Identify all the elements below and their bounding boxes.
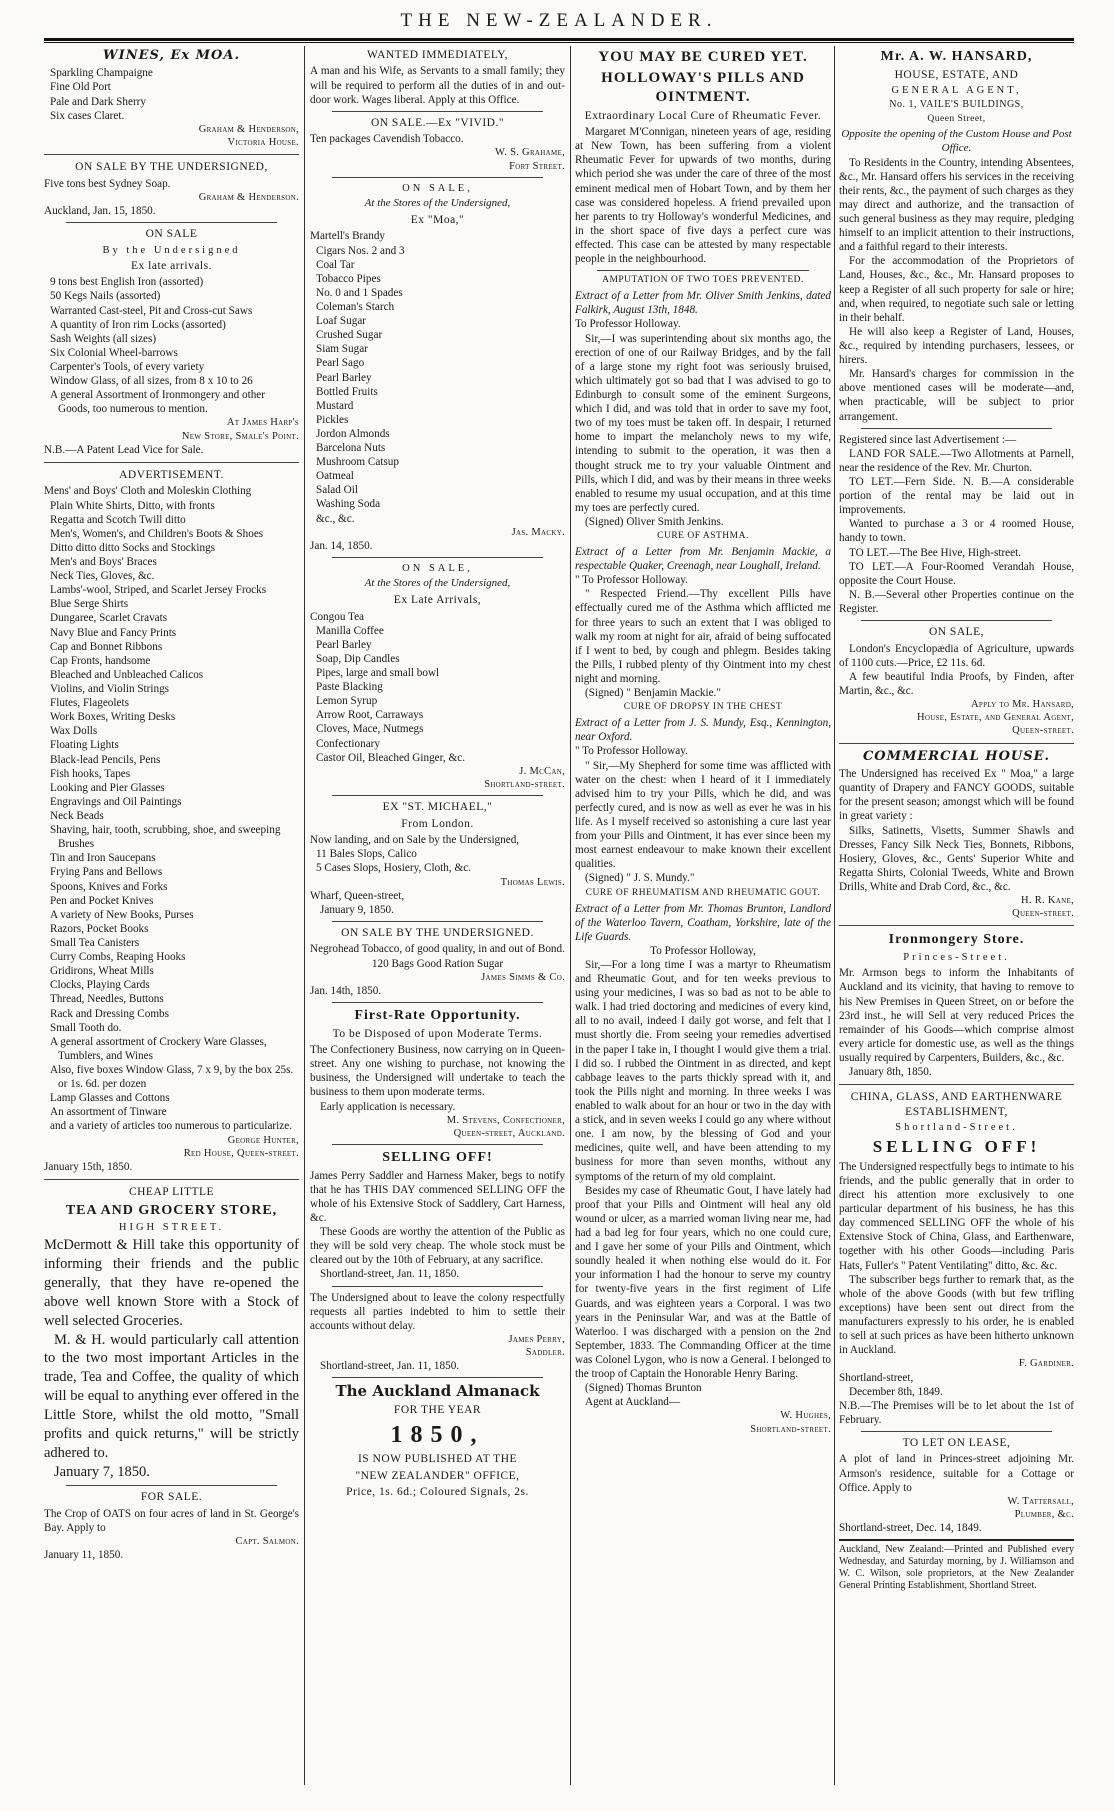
list-item: Cap and Bonnet Ribbons <box>50 640 163 653</box>
column-1 <box>44 46 299 1785</box>
list-item: Pearl Sago <box>316 357 365 370</box>
masthead: THE NEW-ZEALANDER. <box>400 10 718 31</box>
ad-text: These Goods are worthy the attention of the Public as they will be sold very cheap. The whole stock must be cleared out by the 10th of February, at any sacrifice. <box>310 1226 565 1267</box>
signature: H. R. Kane, <box>1021 895 1074 907</box>
signature: Queen-street, Auckland. <box>453 1127 565 1139</box>
list-item: Oatmeal <box>316 470 354 483</box>
divider <box>839 925 1074 926</box>
ad-date: Shortland-street, Dec. 14, 1849. <box>839 1522 982 1535</box>
article-paragraph: Besides my case of Rheumatic Gout, I have lately had proof that your Pills and Ointment will heal any old wound or ulcer, as a married woman living near me, had had a bad leg for four years, which no one could cure, and I gave her some of your Pills and Ointment, which soundly healed it when nothing else would do it. For your information I had the honour to serve my country for twenty-five years in the first regiment of Life Guards, and was eighteen years a Corporal. I was two years in the Peninsular War, and was at the Battle of Waterloo. I was discharged with a pension on the 2nd September, 1833. The Commanding Officer at the time was Colonel Lygon, who is now a General. I belonged to the troop of Captain the Honorable Henry Baring. <box>575 1184 831 1381</box>
ad-subheading: At the Stores of the Undersigned, <box>364 577 511 590</box>
list-item: Coal Tar <box>316 258 355 271</box>
ad-heading: ON SALE BY THE UNDERSIGNED, <box>75 161 268 174</box>
signature: (Signed) " Benjamin Mackie." <box>585 687 721 700</box>
divider <box>66 222 277 223</box>
almanack-ad <box>310 1382 565 1499</box>
list-item: Fine Old Port <box>50 81 111 94</box>
list-item: Fish hooks, Tapes <box>50 767 131 780</box>
ad-heading: ON SALE.—Ex "VIVID." <box>370 116 505 129</box>
signature: Shortland-street. <box>750 1423 831 1435</box>
ad-place: Wharf, Queen-street, <box>310 889 405 902</box>
list-item: Window Glass, of all sizes, from 8 x 10 to 26 <box>50 375 253 388</box>
signature: Thomas Lewis. <box>500 876 565 888</box>
almanack-year: 1850, <box>390 1421 485 1448</box>
list-item: Six Colonial Wheel-barrows <box>50 346 178 359</box>
list-item: A general assortment of Crockery Ware Glasses, Tumblers, and Wines <box>50 1035 267 1062</box>
commercial-house-ad <box>839 749 1074 921</box>
ad-heading: CHINA, GLASS, AND EARTHENWARE ESTABLISHMENT, <box>850 1091 1063 1118</box>
encyclopaedia-ad <box>839 625 1074 738</box>
article-title: YOU MAY BE CURED YET. <box>598 49 808 65</box>
signature: House, Estate, and General Agent, <box>916 712 1074 724</box>
congou-ad <box>310 562 565 791</box>
ad-heading: WANTED IMMEDIATELY, <box>366 49 508 61</box>
list-item: Men's and Boys' Braces <box>50 556 157 569</box>
ad-date: January 8th, 1850. <box>849 1066 932 1079</box>
column-4 <box>839 46 1074 1785</box>
ad-date: Shortland-street, Jan. 11, 1850. <box>320 1268 460 1281</box>
ad-subheading: Opposite the opening of the Custom House and Post Office. <box>841 127 1072 154</box>
signature: Plumber, &c. <box>1014 1509 1074 1521</box>
list-item: Also, five boxes Window Glass, 7 x 9, by the box 25s. or 1s. 6d. per dozen <box>50 1063 294 1091</box>
list-item: Warranted Cast-steel, Pit and Cross-cut Saws <box>50 304 253 317</box>
list-item: Work Boxes, Writing Desks <box>50 711 176 724</box>
item-list <box>316 847 565 875</box>
ad-text: 120 Bags Good Ration Sugar <box>371 957 504 970</box>
item-list <box>50 66 299 122</box>
list-item: Carpenter's Tools, of every variety <box>50 361 205 374</box>
signature: F. Gardiner. <box>1018 1358 1074 1370</box>
ad-subheading: By the Undersigned <box>102 244 241 256</box>
ad-heading: FOR SALE. <box>140 1491 203 1504</box>
addressee: To Professor Holloway, <box>650 944 756 957</box>
ad-place: Shortland-street, <box>839 1371 914 1384</box>
extract-line: Extract of a Letter from J. S. Mundy, Esq., Kennington, near Oxford. <box>575 717 831 744</box>
column-rule <box>570 46 571 1785</box>
ad-text: The Undersigned respectfully begs to intimate to his friends, and the public generally that in order to direct his attention more exclusively to one particular department of his business, he has this day commenced SELLING OFF the whole of his Extensive Stock of China, Glass, and Earthenware, together with his other Goods—including Paris Hats, Fuller's " Patent Ventilating" ditto, &c. &c. <box>839 1160 1074 1272</box>
list-item: A general Assortment of Ironmongery and other Goods, too numerous to mention. <box>50 389 265 416</box>
ad-subheading: HOUSE, ESTATE, AND <box>894 68 1019 81</box>
ad-title: COMMERCIAL HOUSE. <box>862 748 1051 764</box>
list-item: Neck Beads <box>50 810 104 822</box>
ad-title: TEA AND GROCERY STORE, <box>65 1202 278 1218</box>
signature: W. S. Grahame, <box>494 147 565 159</box>
ad-heading: TO LET ON LEASE, <box>902 1436 1011 1449</box>
extract-line: Extract of a Letter from Mr. Benjamin Mackie, a respectable Quaker, Creenagh, near Loughall, Ireland. <box>575 546 831 573</box>
list-item: Lemon Syrup <box>316 695 378 708</box>
list-item: Regatta and Scotch Twill ditto <box>50 513 186 526</box>
list-item: Curry Combs, Reaping Hooks <box>50 951 186 964</box>
signature: Saddler. <box>525 1347 565 1359</box>
soap-ad <box>44 160 299 218</box>
list-item: Lambs'-wool, Striped, and Scarlet Jersey Frocks <box>50 584 267 597</box>
list-item: Cigars Nos. 2 and 3 <box>316 244 405 257</box>
divider <box>44 1179 299 1180</box>
signature: W. Tattersall, <box>1007 1495 1074 1507</box>
ad-subheading: Princes-Street. <box>903 952 1010 964</box>
ad-subheading: To be Disposed of upon Moderate Terms. <box>332 1027 543 1040</box>
divider <box>332 111 543 112</box>
oats-ad <box>44 1490 299 1562</box>
list-item: and a variety of articles too numerous to particularize. <box>50 1120 292 1133</box>
ad-heading: Registered since last Advertisement :— <box>839 433 1017 446</box>
ad-title: Ironmongery Store. <box>888 932 1025 948</box>
iron-ad <box>44 227 299 457</box>
list-item: Coleman's Starch <box>316 300 395 313</box>
section-heading: CURE OF RHEUMATISM AND RHEUMATIC GOUT. <box>585 887 821 898</box>
ad-subheading: Ex Late Arrivals, <box>393 594 482 607</box>
ad-heading: CHEAP LITTLE <box>128 1186 215 1199</box>
list-item: Barcelona Nuts <box>316 442 386 455</box>
section-heading: AMPUTATION OF TWO TOES PREVENTED. <box>602 275 804 286</box>
list-item: Rack and Dressing Combs <box>50 1007 170 1020</box>
ad-text: Ten packages Cavendish Tobacco. <box>310 133 464 146</box>
registered-ad <box>839 433 1074 616</box>
ad-text: McDermott & Hill take this opportunity of informing their friends and the public generally, that they have re-opened the above well known Store with a Stock of well selected Groceries. <box>44 1237 299 1329</box>
ad-note: N.B.—A Patent Lead Vice for Sale. <box>44 443 204 456</box>
item-list <box>50 499 299 1134</box>
list-item: Soap, Dip Candles <box>316 652 400 665</box>
divider <box>66 1485 277 1486</box>
signature: Shortland-street. <box>484 779 565 791</box>
article-paragraph: " Respected Friend.—Thy excellent Pills have effectually cured me of the Asthma which afflicted me for three years to such an extent that I was obliged to walk my room at night for air, afraid of being suffocated if I went to bed, by cough and phlegm. Besides taking the Pills, I rubbed plenty of thy Ointment into my chest night and morning. <box>575 588 831 686</box>
st-michael-ad <box>310 800 565 917</box>
column-rule <box>304 46 305 1785</box>
lease-ad <box>839 1436 1074 1535</box>
addressee: " To Professor Holloway. <box>575 574 688 587</box>
item-list <box>316 244 565 526</box>
list-item: Pickles <box>316 413 349 426</box>
list-item: Bottled Fruits <box>316 385 378 398</box>
ad-heading: ON SALE, <box>928 626 985 639</box>
divider <box>332 1286 543 1287</box>
signature: (Signed) " J. S. Mundy." <box>585 872 695 885</box>
extract-line: Extract of a Letter from Mr. Oliver Smith Jenkins, dated Falkirk, August 13th, 1848. <box>575 290 831 317</box>
signature: W. Hughes, <box>780 1410 831 1422</box>
ad-note: N.B.—The Premises will be to let about the 1st of February. <box>839 1399 1074 1426</box>
ad-text: M. & H. would particularly call attention to the two most important Articles in the trade, Tea and Coffee, the quality of which will be equal to anything ever offered in the Little Store, whilst the old motto, "Small profits and quick returns," will be strictly adhered to. <box>44 1331 299 1461</box>
list-item: Navy Blue and Fancy Prints <box>50 626 177 639</box>
list-item: Razors, Pocket Books <box>50 922 149 935</box>
list-item: Engravings and Oil Paintings <box>50 795 182 808</box>
ad-heading: ON SALE <box>145 228 198 241</box>
ad-subheading: At the Stores of the Undersigned, <box>364 197 511 210</box>
list-item: Floating Lights <box>50 739 119 752</box>
leave-colony-ad <box>310 1291 565 1374</box>
item-list <box>50 275 299 416</box>
list-item: Jordon Almonds <box>316 427 390 440</box>
list-item: 11 Bales Slops, Calico <box>316 848 417 861</box>
list-item: Pearl Barley <box>316 638 372 651</box>
list-item: Wanted to purchase a 3 or 4 roomed House, handy to town. <box>839 518 1074 545</box>
column-2 <box>310 46 565 1785</box>
list-item: Sparkling Champaigne <box>50 67 153 80</box>
china-glass-ad <box>839 1090 1074 1427</box>
list-item: Dungaree, Scarlet Cravats <box>50 612 168 625</box>
list-item: Tin and Iron Saucepans <box>50 852 156 865</box>
divider <box>332 921 543 922</box>
list-item: 5 Cases Slops, Hosiery, Cloth, &c. <box>316 862 471 875</box>
ad-subheading: IS NOW PUBLISHED AT THE <box>357 1453 518 1466</box>
ad-text: Silks, Satinetts, Visetts, Summer Shawls and Dresses, Fancy Silk Neck Ties, Bonnets, Ribbons, Hosiery, Gloves, &c., Gents' Superior White and Regatta Shirts, Colonial Tweeds, White and Brown Drills, White and Drab Cord, &c., &c. <box>839 824 1074 893</box>
list-item: &c., &c. <box>316 512 355 525</box>
ironmongery-ad <box>839 931 1074 1079</box>
ad-text: Negrohead Tobacco, of good quality, in and out of Bond. <box>310 943 565 956</box>
list-item: Mustard <box>316 399 354 412</box>
ad-text: To Residents in the Country, intending Absentees, &c., Mr. Hansard offers his services in the receiving their rents, &c., the payment of such charges as they may direct and authorize, and the transaction of such general business as they may require, pledging himself to an implicit attention to their instructions, and a faithful regard to their interests. <box>839 156 1074 254</box>
divider <box>839 1084 1074 1085</box>
agent-line: Agent at Auckland— <box>585 1396 681 1409</box>
negrohead-ad <box>310 926 565 998</box>
ad-date: Auckland, Jan. 15, 1850. <box>44 205 156 218</box>
ad-text: A few beautiful India Proofs, by Finden, after Martin, &c., &c. <box>839 670 1074 697</box>
signature: (Signed) Thomas Brunton <box>585 1382 702 1395</box>
section-heading: CURE OF DROPSY IN THE CHEST <box>623 702 783 713</box>
signature: M. Stevens, Confectioner, <box>446 1114 565 1126</box>
list-item: LAND FOR SALE.—Two Allotments at Parnell, near the residence of the Rev. Mr. Churton. <box>839 447 1074 474</box>
list-item: Clocks, Playing Cards <box>50 979 150 992</box>
extract-line: Extract of a Letter from Mr. Thomas Brunton, Landlord of the Waterloo Tavern, Coatham, Yorkshire, late of the Life Guards. <box>575 902 831 943</box>
signature: Capt. Salmon. <box>235 1536 299 1548</box>
list-item: Bleached and Unbleached Calicos <box>50 668 204 681</box>
tea-store-ad <box>44 1185 299 1481</box>
list-item: Cloves, Mace, Nutmegs <box>316 723 424 736</box>
ad-date: Jan. 14, 1850. <box>310 539 373 552</box>
ad-subheading: From London. <box>401 817 474 830</box>
ad-date: January 9, 1850. <box>320 903 394 916</box>
ad-text: Early application is necessary. <box>320 1100 456 1113</box>
list-item: Small Tea Canisters <box>50 936 140 949</box>
divider <box>332 1002 543 1003</box>
ad-subheading: Shortland-Street. <box>895 1122 1018 1134</box>
list-item: Paste Blacking <box>316 681 383 694</box>
ad-price: Price, 1s. 6d.; Coloured Signals, 2s. <box>346 1486 529 1499</box>
list-item: Ditto ditto ditto Socks and Stockings <box>50 541 216 554</box>
signature: Graham & Henderson, <box>198 123 299 135</box>
signature: Jas. Macky. <box>511 526 565 538</box>
wanted-ad <box>310 48 565 107</box>
ad-date: Jan. 14th, 1850. <box>310 984 382 997</box>
list-item: Looking and Pier Glasses <box>50 781 165 794</box>
ad-text: Mr. Armson begs to inform the Inhabitants of Auckland and its vicinity, that having to remove to his New Premises in Queen Street, on or before the 23rd inst., he will Sell at very reduced Prices the remainder of his Goods—which comprise almost every article for domestic use, as well as the things usually required by Carpenters, Builders, &c., &c. <box>839 967 1074 1064</box>
signature: George Hunter, <box>227 1134 299 1146</box>
ad-subheading: Ex "Moa," <box>410 213 465 226</box>
list-item: Siam Sugar <box>316 343 368 356</box>
divider <box>44 462 299 463</box>
signature: J. McCan, <box>519 765 565 777</box>
list-item: Small Tooth do. <box>50 1021 122 1034</box>
ad-subheading: Queen Street, <box>927 113 986 124</box>
clothing-ad <box>44 468 299 1174</box>
list-item: Frying Pans and Bellows <box>50 866 163 879</box>
signature: (Signed) Oliver Smith Jenkins. <box>585 515 724 528</box>
list-item: Pale and Dark Sherry <box>50 95 146 108</box>
signature: Queen-street. <box>1012 725 1074 737</box>
article-paragraph: Margaret M'Connigan, nineteen years of age, residing at New Town, has been suffering from a violent Rheumatic Fever for upwards of two months, during which period she was under the care of three of the most eminent medical men of Hobart Town, and by them her case was considered hopeless. A friend prevailed upon her parents to try Holloway's wonderful Medicines, and in the short space of five days a perfect cure was effected. This case can be attested by many respectable people in the neighbourhood. <box>575 126 831 266</box>
ad-text: James Perry Saddler and Harness Maker, begs to notify that he has THIS DAY commenced SELLING OFF the whole of his Extensive Stock of Saddlery, Cart Harness, &c. <box>310 1169 565 1225</box>
list-item: 50 Kegs Nails (assorted) <box>50 290 161 303</box>
ad-text: A plot of land in Princes-street adjoining Mr. Armson's residence, suitable for a Cottage or Office. Apply to <box>839 1453 1074 1494</box>
divider <box>332 177 543 178</box>
list-item: Flutes, Flageolets <box>50 697 129 710</box>
list-item: Thread, Needles, Buttons <box>50 993 164 1006</box>
ad-text: Now landing, and on Sale by the Undersigned, <box>310 834 520 847</box>
list-item: Manilla Coffee <box>316 624 384 637</box>
ad-date: January 11, 1850. <box>44 1549 124 1562</box>
divider <box>839 743 1074 744</box>
list-item: Spoons, Knives and Forks <box>50 880 168 893</box>
column-3 <box>575 46 831 1785</box>
list-item: No. 0 and 1 Spades <box>316 286 403 299</box>
ad-subheading: GENERAL AGENT, <box>891 85 1022 97</box>
wines-ad <box>44 48 299 149</box>
list-item: 9 tons best English Iron (assorted) <box>50 276 204 289</box>
list-item: Pearl Barley <box>316 371 372 384</box>
ad-date: January 15th, 1850. <box>44 1160 133 1173</box>
article-paragraph: Sir,—For a long time I was a martyr to Rheumatism and Rheumatic Gout, and for ten weeks previous to using your medicines, I was so bad as not to be able to walk. I had tried doctoring and medicines of every kind, all to no avail, indeed I daily got worse, and felt that I must shortly die. From seeing your remedies advertised in the paper I take in, I thought I would give them a trial. I did so. I rubbed the Ointment in as directed, and kept cabbage leaves to the parts thickly spread with it, and took the Pills night and morning. In three weeks I was enabled to walk about for an hour or two in the day with a stick, and in seven weeks I could go any where without one. I am now, by the blessing of God and your medicines, quite well, and have been attending to my business for more than seven months, without any symptoms of the return of my old complaint. <box>575 958 831 1183</box>
list-item: Confectionary <box>316 737 380 750</box>
list-item: Tobacco Pipes <box>316 272 381 285</box>
list-item: Blue Serge Shirts <box>50 598 129 611</box>
list-item: Men's, Women's, and Children's Boots & Shoes <box>50 527 264 540</box>
list-item: A variety of New Books, Purses <box>50 908 194 921</box>
ad-body-large <box>44 1236 299 1481</box>
list-item: An assortment of Tinware <box>50 1106 167 1119</box>
list-item: Sash Weights (all sizes) <box>50 332 157 345</box>
ad-text: Five tons best Sydney Soap. <box>44 177 171 190</box>
article-title: HOLLOWAY'S PILLS AND OINTMENT. <box>601 69 805 105</box>
ad-title: Mr. A. W. HANSARD, <box>880 49 1033 64</box>
ad-text: Mr. Hansard's charges for commission in the above mentioned cases will be moderate—and, when practicable, will be subject to prior arrangement. <box>839 368 1074 423</box>
list-item: TO LET.—A Four-Roomed Verandah House, opposite the Court House. <box>839 560 1074 587</box>
divider <box>861 1431 1052 1432</box>
list-item: TO LET.—The Bee Hive, High-street. <box>849 546 1022 559</box>
divider <box>332 557 543 558</box>
list-item: Arrow Root, Carraways <box>316 709 424 722</box>
ad-text: For the accommodation of the Proprietors of Land, Houses, &c., &c., Mr. Hansard proposes to keep a Register of all such property for sale or hire; and, when required, to negotiate such sale or letting in their behalf. <box>839 255 1074 324</box>
ad-subheading: Ex late arrivals. <box>131 259 212 272</box>
ad-subheading: FOR THE YEAR <box>393 1404 482 1417</box>
article-paragraph: " Sir,—My Shepherd for some time was afflicted with water on the chest: when I heard of it I immediately advised him to try your Pills, which he did, and was perfectly cured, and is now as well as ever he was in his life. As I myself received so astonishing a cure last year from your Pills and Ointment, it has ever since been my most earnest endeavour to make known their excellent qualities. <box>575 759 831 871</box>
divider <box>861 428 1052 429</box>
list-item: Plain White Shirts, Ditto, with fronts <box>50 499 215 512</box>
ad-heading: ADVERTISEMENT. <box>119 469 224 481</box>
ad-subheading: "NEW ZEALANDER" OFFICE, <box>355 1469 520 1482</box>
signature: James Perry, <box>508 1333 565 1345</box>
list-item: Castor Oil, Bleached Ginger, &c. <box>316 751 465 764</box>
ad-heading: ON SALE BY THE UNDERSIGNED. <box>341 926 534 939</box>
signature: New Store, Smale's Point. <box>181 430 299 442</box>
ad-heading: EX "ST. MICHAEL," <box>382 801 493 814</box>
divider <box>332 1144 543 1145</box>
list-item: Six cases Claret. <box>50 109 125 122</box>
addressee: " To Professor Holloway. <box>575 745 688 758</box>
divider <box>44 154 299 155</box>
signature: James Simms & Co. <box>481 971 565 983</box>
masthead-rule <box>44 38 1074 43</box>
ad-heading: ON SALE, <box>402 563 473 575</box>
list-item: Cap Fronts, handsome <box>50 654 151 667</box>
list-item: Mushroom Catsup <box>316 456 399 469</box>
ad-title: The Auckland Almanack <box>335 1382 540 1401</box>
ad-text: The subscriber begs further to remark that, as the whole of the above Goods (with but few trifling exceptions) have been sent out direct from the manufacturers expressly to his order, he is enabled to sell at such prices as have been hitherto unknown in Auckland. <box>839 1273 1074 1357</box>
list-item: Violins, and Violin Strings <box>50 683 170 696</box>
ad-text: The Undersigned has received Ex " Moa," a large quantity of Drapery and FANCY GOODS, suitable for the present season; amongst which will be found in great variety : <box>839 768 1074 823</box>
signature: Graham & Henderson. <box>198 191 299 203</box>
signature: Apply to Mr. Hansard, <box>971 699 1074 711</box>
list-item: Shaving, hair, tooth, scrubbing, shoe, and sweeping Brushes <box>50 824 281 851</box>
divider <box>332 795 543 796</box>
signature: Queen-street. <box>1012 908 1074 920</box>
ad-text: London's Encyclopædia of Agriculture, upwards of 1100 cuts.—Price, £2 11s. 6d. <box>839 642 1074 669</box>
ad-text: A man and his Wife, as Servants to a small family; they will be required to perform all the duties of in and out-door work. Wages liberal. Apply at this Office. <box>310 65 565 106</box>
ad-text: The Crop of OATS on four acres of land in St. George's Bay. Apply to <box>44 1507 299 1534</box>
signature: Red House, Queen-street. <box>183 1147 299 1159</box>
perry-ad <box>310 1149 565 1282</box>
divider <box>597 270 809 271</box>
hansard-ad <box>839 48 1074 424</box>
ad-lead: Martell's Brandy <box>310 230 386 243</box>
list-item: Black-lead Pencils, Pens <box>50 753 161 766</box>
ad-lead: Congou Tea <box>310 610 365 623</box>
list-item: Wax Dolls <box>50 725 98 738</box>
ad-date: December 8th, 1849. <box>849 1385 943 1398</box>
list-item: Salad Oil <box>316 484 358 497</box>
ad-title: WINES, Ex MOA. <box>103 48 240 63</box>
divider <box>861 620 1052 621</box>
list-item: Loaf Sugar <box>316 315 367 328</box>
imprint-footer: Auckland, New Zealand:—Printed and Published every Wednesday, and Saturday morning, by J. Williamson and W. C. Wilson, sole proprietors, at the New Zealander General Printing Establishment, Shortland Street. <box>839 1539 1074 1592</box>
list-item: Washing Soda <box>316 498 381 511</box>
ad-date: Shortland-street, Jan. 11, 1850. <box>320 1360 460 1373</box>
section-heading: CURE OF ASTHMA. <box>657 531 749 542</box>
ad-heading: ON SALE, <box>402 182 473 194</box>
first-rate-ad <box>310 1007 565 1140</box>
signature: Fort Street. <box>509 160 565 172</box>
ad-title: SELLING OFF! <box>872 1137 1041 1157</box>
addressee: To Professor Holloway. <box>575 318 681 331</box>
signature: At James Harp's <box>226 417 299 429</box>
brandy-ad <box>310 182 565 553</box>
signature: Victoria House. <box>227 137 299 149</box>
column-rule <box>834 46 835 1785</box>
list-item: Pen and Pocket Knives <box>50 894 154 907</box>
list-item: Neck Ties, Gloves, &c. <box>50 570 155 583</box>
ad-subheading: HIGH STREET. <box>118 1222 225 1234</box>
ad-text: The Undersigned about to leave the colony respectfully requests all parties indebted to him to settle their accounts without delay. <box>310 1291 565 1332</box>
ad-title: First-Rate Opportunity. <box>354 1008 521 1023</box>
list-item: Crushed Sugar <box>316 329 383 342</box>
ad-lead: Mens' and Boys' Cloth and Moleskin Clothing <box>44 485 252 498</box>
list-item: N. B.—Several other Properties continue on the Register. <box>839 588 1074 615</box>
item-list <box>316 624 565 765</box>
divider <box>332 1377 543 1378</box>
list-item: Pipes, large and small bowl <box>316 667 440 680</box>
ad-text: The Confectionery Business, now carrying on in Queen-street. Any one wishing to purchase, not knowing the business, the Undersigned will undertake to teach the business to them upon moderate terms. <box>310 1044 565 1099</box>
list-item: Lamp Glasses and Cottons <box>50 1092 170 1105</box>
article-lead: Extraordinary Local Cure of Rheumatic Fever. <box>584 109 822 122</box>
ad-subheading: No. 1, VAILE'S BUILDINGS, <box>889 99 1024 111</box>
ad-date: January 7, 1850. <box>54 1463 150 1480</box>
vivid-ad <box>310 116 565 173</box>
list-item: Gridirons, Wheat Mills <box>50 965 154 978</box>
article-paragraph: Sir,—I was superintending about six months ago, the erection of one of our Railway Bridges, and by the fall of a large stone my right foot was seriously bruised, which ultimately got so bad that I was advised to go to Edinburgh to consult some of the eminent Surgeons, which I did, and was told that in order to save my foot, two of my toes must be taken off. In despair, I returned home to impart the melancholy news to my wife, intending to submit to the operation, it was then a thought struck me to try your valuable Ointment and Pills, which I did, and was by their means in three weeks enabled to resume my usual occupation, and at this time my toes are perfectly cured. <box>575 332 831 514</box>
ad-title: SELLING OFF! <box>382 1150 493 1166</box>
ad-text: He will also keep a Register of Land, Houses, &c., required by intending purchasers, lessees, or hirers. <box>839 325 1074 367</box>
list-item: TO LET.—Fern Side. N. B.—A considerable portion of the rental may be laid out in improvements. <box>839 476 1074 517</box>
list-item: A quantity of Iron rim Locks (assorted) <box>50 318 226 331</box>
